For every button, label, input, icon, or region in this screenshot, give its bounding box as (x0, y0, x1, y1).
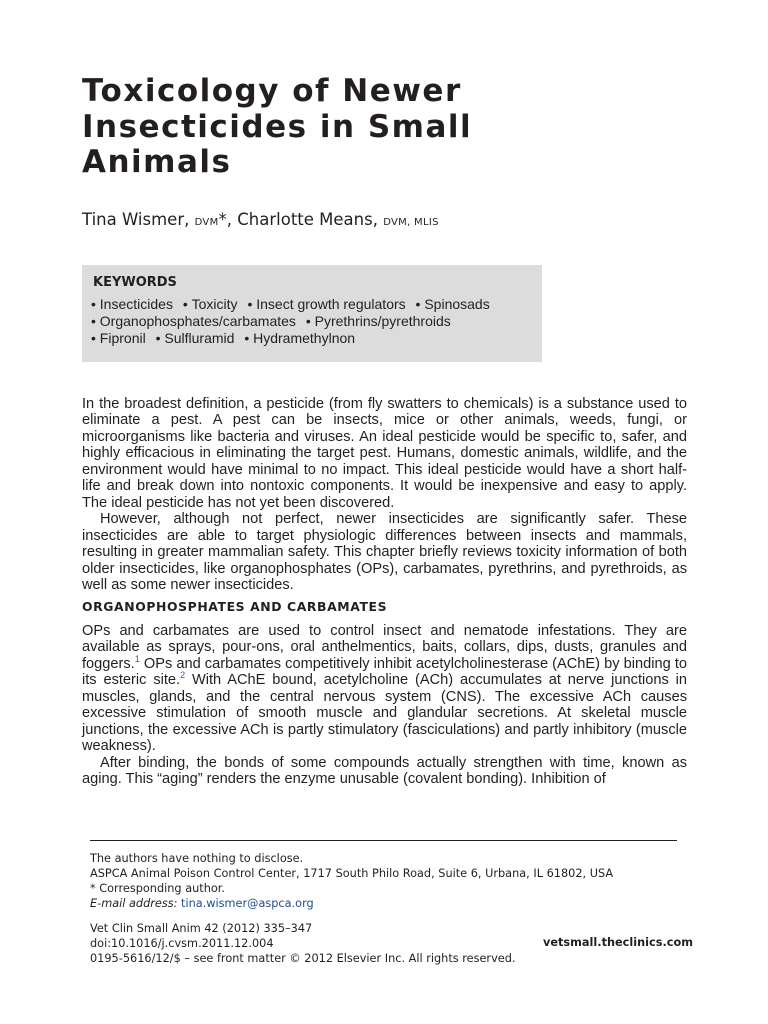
keyword-item: • Insecticides (91, 296, 173, 312)
copyright-text: 0195-5616/12/$ – see front matter © 2012 Elsevier Inc. All rights reserved. (90, 952, 516, 965)
email-label: E-mail address: (90, 897, 178, 910)
doi-text: doi:10.1016/j.cvsm.2011.12.004 (90, 937, 274, 950)
keywords-line-3 (91, 330, 490, 347)
body-paragraph-1: In the broadest definition, a pesticide (from fly swatters to chemicals) is a substance used to eliminate a pest. A pest can be insects, mice or other animals, weeds, fungi, or microorganisms like bacteria and viruses. An ideal pesticide would be specific to, safer, and highly efficacious in eliminating the target pest. Humans, domestic animals, wildlife, and the environment would have minimal to no impact. This ideal pesticide would have a short half-life and break down into nontoxic components. It would be inexpensive and easy to apply. The ideal pesticide has not yet been discovered. (82, 396, 687, 511)
journal-citation: Vet Clin Small Anim 42 (2012) 335–347 (90, 922, 313, 935)
keyword-item: • Pyrethrins/pyrethroids (306, 313, 451, 329)
email-note (90, 896, 613, 911)
author-degree-2: DVM, MLIS (383, 217, 439, 228)
footnote-divider (90, 840, 677, 841)
keyword-item: • Sulfluramid (156, 330, 235, 346)
paragraph-3-text-b: OPs and carbamates competitively inhibit acetylcholinesterase (AChE) by binding to its esteric site. (82, 655, 687, 689)
reference-link-2[interactable]: 2 (180, 670, 186, 681)
keyword-item: • Toxicity (183, 296, 238, 312)
keywords-list (91, 296, 490, 346)
keywords-box (82, 265, 542, 362)
article-body (82, 396, 687, 787)
keyword-item: • Organophosphates/carbamates (91, 313, 296, 329)
citation-block (90, 921, 515, 966)
corresponding-mark: *, (218, 210, 233, 229)
corresponding-note: * Corresponding author. (90, 882, 225, 895)
body-paragraph-2: However, although not perfect, newer insecticides are significantly safer. These insecticides are able to target physiologic differences between insects and mammals, resulting in greater mammalian safety. This chapter briefly reviews toxicity information of both older insecticides, like organophosphates (OPs), carbamates, pyrethrins, and pyrethroids, as well as some newer insecticides. (82, 511, 687, 593)
body-paragraph-3 (82, 623, 687, 755)
disclosure-note: The authors have nothing to disclose. (90, 852, 304, 865)
keyword-item: • Fipronil (91, 330, 146, 346)
author-name-2: Charlotte Means, (237, 210, 378, 229)
keywords-heading: KEYWORDS (93, 275, 177, 290)
keyword-item: • Insect growth regulators (247, 296, 405, 312)
author-line (82, 210, 439, 229)
keyword-item: • Hydramethylnon (244, 330, 355, 346)
paragraph-3-text-c: With AChE bound, acetylcholine (ACh) accumulates at nerve junctions in muscles, glands, and the central nervous system (CNS). The excessive ACh causes excessive stimulation of smooth muscle and glandular secretions. At skeletal muscle junctions, the excessive ACh is partly stimulatory (fasciculations) and partly inhibitory (muscle weakness). (82, 672, 687, 755)
footnotes (90, 851, 613, 911)
paragraph-3-text-a: OPs and carbamates are used to control insect and nematode infestations. They are available as sprays, pour-ons, oral anthelmentics, baits, collars, dips, dusts, granules and foggers. (82, 622, 687, 672)
keyword-item: • Spinosads (416, 296, 490, 312)
journal-website: vetsmall.theclinics.com (543, 936, 693, 949)
author-degree-1: DVM (194, 217, 219, 228)
author-name-1: Tina Wismer, (82, 210, 190, 229)
reference-link-1[interactable]: 1 (134, 653, 140, 664)
keywords-line-2 (91, 313, 490, 330)
email-link[interactable]: tina.wismer@aspca.org (181, 897, 314, 910)
article-title: Toxicology of Newer Insecticides in Small Animals (82, 73, 473, 180)
body-paragraph-4: After binding, the bonds of some compounds actually strengthen with time, known as aging. This “aging” renders the enzyme unusable (covalent bonding). Inhibition of (82, 754, 687, 787)
affiliation-note: ASPCA Animal Poison Control Center, 1717 South Philo Road, Suite 6, Urbana, IL 61802, USA (90, 867, 614, 880)
keywords-line-1 (91, 296, 490, 313)
section-heading: ORGANOPHOSPHATES AND CARBAMATES (82, 599, 388, 615)
